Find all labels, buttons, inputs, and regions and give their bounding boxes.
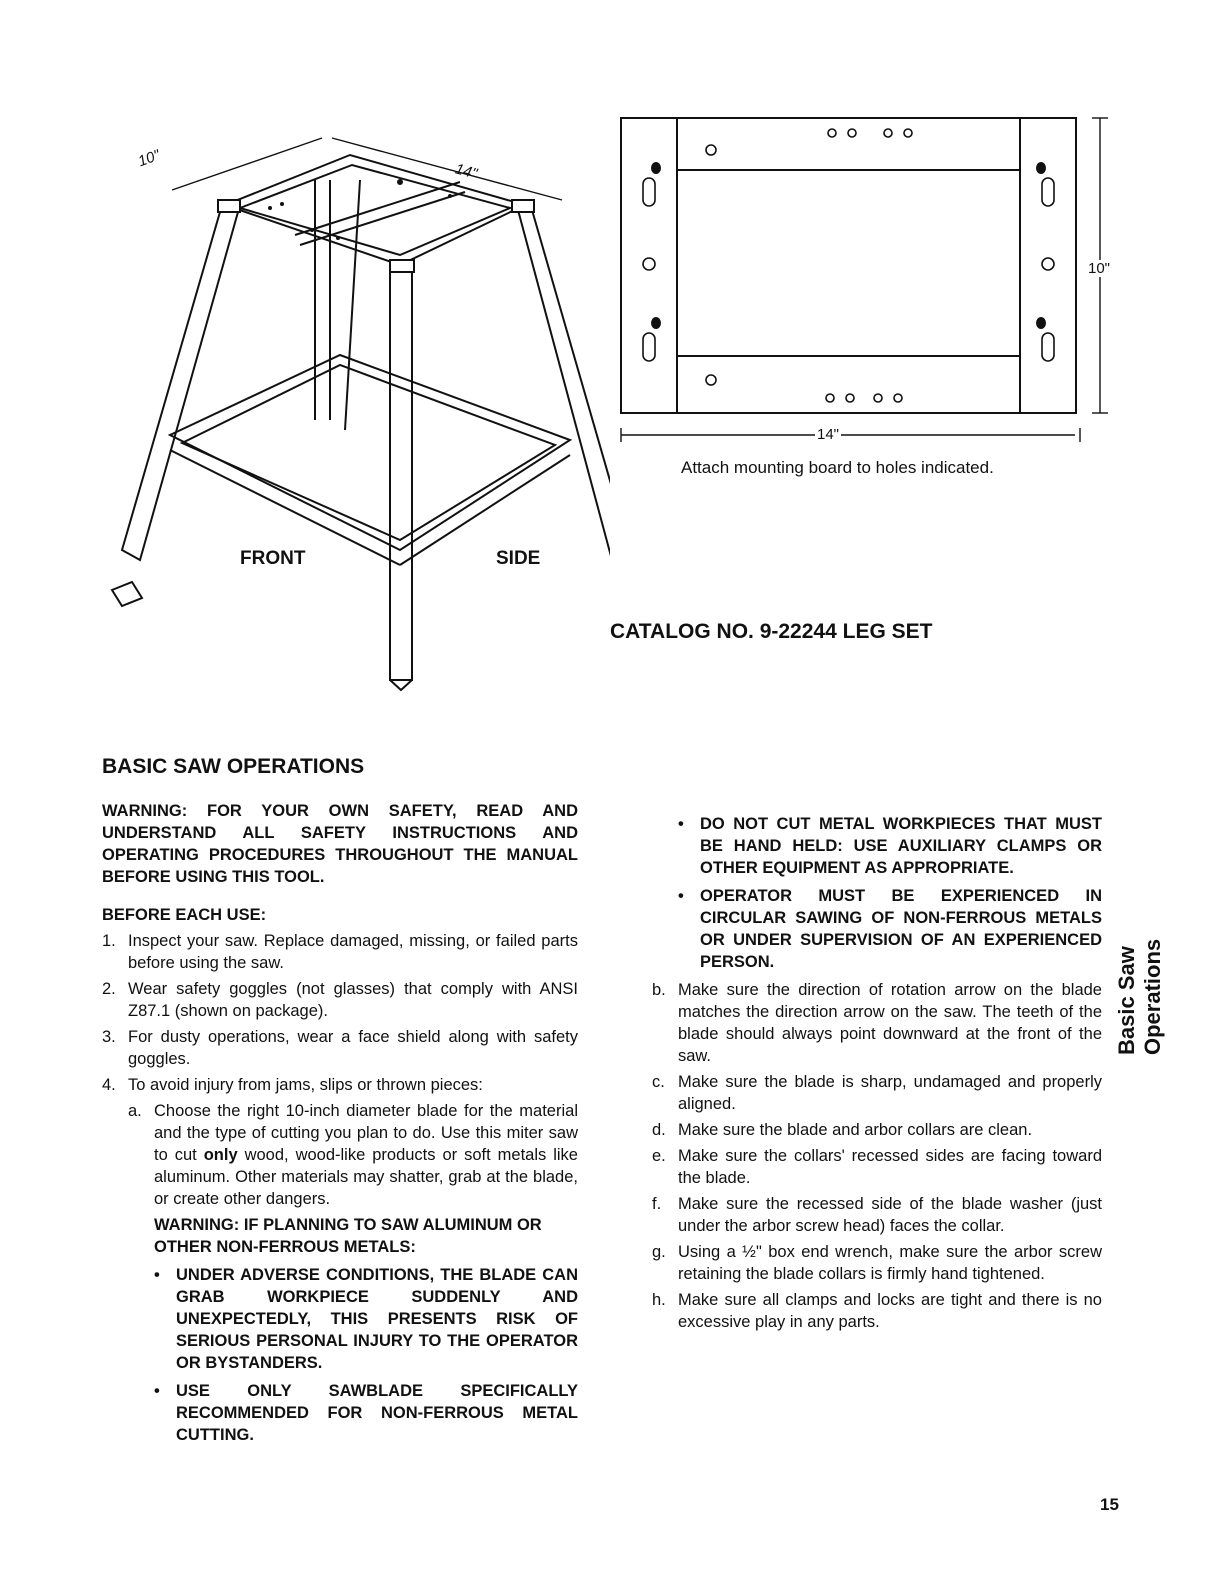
board-caption: Attach mounting board to holes indicated. — [681, 458, 994, 477]
side-label: SIDE — [496, 548, 541, 569]
mounting-board-diagram — [605, 108, 1110, 448]
nonferrous-warning: WARNING: IF PLANNING TO SAW ALUMINUM OR OTHER NON-FERROUS METALS: — [154, 1216, 542, 1256]
right-column — [652, 813, 1102, 1337]
side-tab-line1: Basic Saw — [1114, 946, 1139, 1055]
left-column — [102, 800, 578, 1452]
sub-item-a: a. Choose the right 10-inch diameter blade for the material and the type of cutting you plan to do. Use this miter saw to cut only wood, wood-like products or soft metals like aluminum. Other materials may shatter, grab at the blade, or create other dangers. — [128, 1102, 578, 1208]
list-item: e. Make sure the collars' recessed sides are facing toward the blade. — [652, 1147, 1102, 1187]
catalog-number: CATALOG NO. 9-22244 LEG SET — [610, 620, 933, 643]
stand-width-dimension: 10" — [135, 146, 163, 171]
board-height-dimension: 10" — [1088, 260, 1111, 277]
stand-length-dimension: 14" — [453, 160, 479, 183]
list-item: 2. Wear safety goggles (not glasses) that comply with ANSI Z87.1 (shown on package). — [102, 980, 578, 1020]
section-side-tab — [1106, 930, 1166, 1060]
board-width-dimension: 14" — [817, 426, 840, 443]
side-tab-line2: Operations — [1140, 938, 1165, 1055]
list-item: 3. For dusty operations, wear a face shield along with safety goggles. — [102, 1028, 578, 1068]
page-number: 15 — [1100, 1495, 1119, 1514]
nonferrous-block — [154, 1214, 578, 1446]
list-item: 1. Inspect your saw. Replace damaged, missing, or failed parts before using the saw. — [102, 932, 578, 972]
list-item: d. Make sure the blade and arbor collars are clean. — [652, 1121, 1033, 1139]
list-item: b. Make sure the direction of rotation arrow on the blade matches the direction arrow on the saw. The teeth of the blade should always point downward at the front of the saw. — [652, 981, 1102, 1065]
list-item: c. Make sure the blade is sharp, undamaged and properly aligned. — [652, 1073, 1102, 1113]
list-item: • UNDER ADVERSE CONDITIONS, THE BLADE CAN GRAB WORKPIECE SUDDENLY AND UNEXPECTEDLY, THIS PRESENTS RISK OF SERIOUS PERSONAL INJURY TO THE OPERATOR OR BYSTANDERS. — [154, 1266, 578, 1372]
section-title: BASIC SAW OPERATIONS — [102, 755, 365, 778]
list-item: 4. To avoid injury from jams, slips or thrown pieces: — [102, 1076, 483, 1094]
list-item: h. Make sure all clamps and locks are tight and there is no excessive play in any parts. — [652, 1291, 1102, 1331]
safety-warning: WARNING: FOR YOUR OWN SAFETY, READ AND UNDERSTAND ALL SAFETY INSTRUCTIONS AND OPERATING PROCEDURES THROUGHOUT THE MANUAL BEFORE USING THIS TOOL. — [102, 802, 578, 886]
list-item: f. Make sure the recessed side of the blade washer (just under the arbor screw head) faces the collar. — [652, 1195, 1102, 1235]
leg-stand-illustration — [100, 120, 610, 700]
list-item: • DO NOT CUT METAL WORKPIECES THAT MUST BE HAND HELD: USE AUXILIARY CLAMPS OR OTHER EQUIPMENT AS APPROPRIATE. — [678, 815, 1102, 877]
list-item: g. Using a ½" box end wrench, make sure the arbor screw retaining the blade collars is firmly hand tightened. — [652, 1243, 1102, 1283]
front-label: FRONT — [240, 548, 306, 569]
list-item: • USE ONLY SAWBLADE SPECIFICALLY RECOMMENDED FOR NON-FERROUS METAL CUTTING. — [154, 1382, 578, 1444]
before-each-use-heading: BEFORE EACH USE: — [102, 906, 267, 924]
list-item: • OPERATOR MUST BE EXPERIENCED IN CIRCULAR SAWING OF NON-FERROUS METALS OR UNDER SUPERVISION OF AN EXPERIENCED PERSON. — [678, 887, 1102, 971]
